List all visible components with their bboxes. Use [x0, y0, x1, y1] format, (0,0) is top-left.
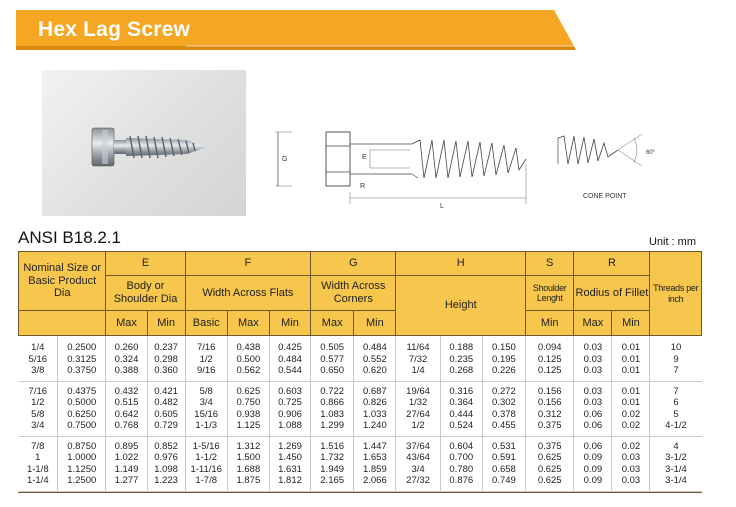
cell-value: 0.484: [362, 342, 387, 353]
standard-title: ANSI B18.2.1: [18, 228, 122, 247]
col-g-max: Max: [311, 311, 354, 336]
cell-value: 0.03: [583, 385, 603, 397]
cell-value: 0.482: [154, 397, 178, 408]
cell-value: 0.02: [621, 408, 641, 420]
cell-value: 3/4: [31, 420, 45, 431]
cell-h-min: [482, 381, 525, 436]
cell-value: 1.083: [320, 408, 345, 420]
cell-value: 0.906: [278, 408, 302, 420]
header-s: S: [526, 252, 574, 276]
col-f-max: Max: [227, 311, 269, 336]
cell-value: 0.01: [621, 397, 641, 408]
cell-value: 0.272: [492, 385, 516, 397]
cell-value: 0.195: [492, 353, 516, 365]
cell-h-min: [482, 436, 525, 491]
cell-value: 0.625: [537, 475, 562, 486]
cell-value: 1.500: [236, 452, 261, 463]
cell-value: 0.260: [114, 342, 139, 353]
table-row: [19, 381, 702, 436]
cell-value: 0.484: [278, 353, 302, 365]
cell-value: 0.01: [621, 342, 641, 353]
cell-value: 3-1/4: [665, 463, 687, 475]
cell-value: 0.938: [236, 408, 261, 420]
cell-e-max: [106, 436, 147, 491]
cell-r-min: [612, 381, 650, 436]
cell-s-min: [526, 381, 574, 436]
cell-value: 0.125: [537, 353, 562, 365]
cell-h-max: [440, 336, 482, 382]
cell-value: 0.03: [621, 475, 641, 486]
cell-value: 0.876: [449, 475, 474, 486]
subheader-h: Height: [396, 276, 526, 336]
cell-value: 3/4: [411, 463, 425, 475]
cell-f-basic: [185, 336, 227, 382]
header-f: F: [185, 252, 310, 276]
cell-value: 1.098: [154, 463, 178, 475]
cell-value: 0.826: [362, 397, 387, 408]
cell-value: 0.125: [537, 365, 562, 376]
cell-g-max: [311, 436, 354, 491]
cell-value: 0.298: [154, 353, 178, 365]
page-title: Hex Lag Screw: [38, 18, 190, 41]
cell-value: 0.687: [362, 385, 387, 397]
cell-value: 0.750: [236, 397, 261, 408]
cell-value: 0.658: [492, 463, 516, 475]
cell-value: 0.06: [583, 440, 603, 452]
cell-value: 0.09: [583, 452, 603, 463]
cell-value: 0.6250: [67, 408, 97, 420]
cell-h-basic: [396, 381, 440, 436]
col-r-min: Min: [612, 311, 650, 336]
cell-value: 1.875: [236, 475, 261, 486]
cell-value: 1.125: [236, 420, 261, 431]
cell-value: 0.06: [583, 420, 603, 431]
cell-value: 0.768: [114, 420, 139, 431]
cell-value: 0.09: [583, 463, 603, 475]
cell-g-min: [354, 381, 396, 436]
cell-value: 3-1/4: [665, 475, 687, 486]
cell-value: 0.780: [449, 463, 474, 475]
cell-value: 1.859: [362, 463, 387, 475]
cell-f-max: [227, 381, 269, 436]
cell-value: 1.1250: [67, 463, 97, 475]
cell-g-max: [311, 381, 354, 436]
cell-value: 0.852: [154, 440, 178, 452]
cell-value: 0.375: [537, 420, 562, 431]
cell-tpi: [650, 381, 702, 436]
cell-value: 10: [670, 342, 682, 353]
cell-tpi: [650, 336, 702, 382]
cell-value: 0.02: [621, 440, 641, 452]
cell-f-min: [269, 436, 310, 491]
cell-value: 1: [35, 452, 41, 463]
cell-value: 1/2: [411, 420, 425, 431]
cell-h-min: [482, 336, 525, 382]
cell-value: 0.226: [492, 365, 516, 376]
header-nominal: Nominal Size or Basic Product Dia: [19, 252, 106, 311]
cell-value: 0.188: [449, 342, 474, 353]
cell-value: 1-11/16: [190, 463, 222, 475]
cell-value: 9/16: [196, 365, 216, 376]
cell-value: 0.3125: [67, 353, 97, 365]
cell-value: 0.895: [114, 440, 139, 452]
cell-value: 0.01: [621, 353, 641, 365]
cell-value: 3/8: [31, 365, 45, 376]
cell-value: 1.149: [114, 463, 139, 475]
cell-value: 1.0000: [67, 452, 97, 463]
col-r-max: Max: [574, 311, 612, 336]
cell-value: 1/2: [199, 353, 213, 365]
cell-value: 0.5000: [67, 397, 97, 408]
cell-value: 0.09: [583, 475, 603, 486]
cell-s-min: [526, 336, 574, 382]
cell-value: 3-1/2: [665, 452, 687, 463]
cell-value: 5/8: [199, 385, 213, 397]
subheader-r: Rodius of Fillet: [574, 276, 650, 311]
cell-value: 1/4: [411, 365, 425, 376]
cell-value: 0.531: [492, 440, 516, 452]
cell-dia: [58, 436, 106, 491]
cell-value: 0.603: [278, 385, 302, 397]
cell-value: 0.500: [236, 353, 261, 365]
cell-value: 3/4: [199, 397, 213, 408]
cell-value: 0.360: [154, 365, 178, 376]
col-s-min: Min: [526, 311, 574, 336]
cell-value: 1.033: [362, 408, 387, 420]
cell-value: 0.605: [154, 408, 178, 420]
cell-f-min: [269, 336, 310, 382]
cell-dia: [58, 336, 106, 382]
col-f-basic: Basic: [185, 311, 227, 336]
cell-value: 0.03: [621, 463, 641, 475]
cell-value: 1-1/4: [26, 475, 49, 486]
cell-value: 1.240: [362, 420, 387, 431]
cell-value: 5/16: [28, 353, 48, 365]
cell-f-basic: [185, 381, 227, 436]
cell-value: 0.432: [114, 385, 139, 397]
cell-value: 0.544: [278, 365, 302, 376]
cell-value: 0.524: [449, 420, 474, 431]
table-row: [19, 436, 702, 491]
cell-size: [19, 436, 58, 491]
cell-value: 0.625: [537, 452, 562, 463]
subheader-g: Width Across Corners: [311, 276, 396, 311]
cell-g-min: [354, 436, 396, 491]
cell-value: 0.378: [492, 408, 516, 420]
cell-value: 0.455: [492, 420, 516, 431]
cell-value: 0.650: [320, 365, 345, 376]
cell-value: 0.150: [492, 342, 516, 353]
cell-value: 0.094: [537, 342, 562, 353]
cell-value: 0.438: [236, 342, 261, 353]
table-row: [19, 336, 702, 382]
cell-value: 0.03: [583, 397, 603, 408]
cell-value: 0.725: [278, 397, 302, 408]
cell-value: 0.375: [537, 440, 562, 452]
cell-value: 5: [673, 408, 679, 420]
title-banner: [16, 10, 576, 50]
header-r: R: [574, 252, 650, 276]
header-threads: Threads per inch: [650, 252, 702, 336]
cell-value: 0.156: [537, 385, 562, 397]
cone-angle-label: 60°: [646, 150, 656, 156]
cell-value: 7/8: [31, 440, 45, 452]
cell-value: 0.03: [621, 452, 641, 463]
cell-value: 0.729: [154, 420, 178, 431]
cell-f-min: [269, 381, 310, 436]
cell-value: 0.02: [621, 420, 641, 431]
cell-value: 2.165: [320, 475, 345, 486]
cell-value: 0.302: [492, 397, 516, 408]
cell-value: 0.312: [537, 408, 562, 420]
lag-screw-photo-icon: [42, 70, 246, 216]
cell-value: 0.237: [154, 342, 178, 353]
cell-value: 0.2500: [67, 342, 97, 353]
cell-s-min: [526, 436, 574, 491]
cell-value: 1-7/8: [195, 475, 218, 486]
cell-value: 1.732: [320, 452, 345, 463]
cell-value: 0.444: [449, 408, 474, 420]
cell-value: 1.949: [320, 463, 345, 475]
cell-value: 1.299: [320, 420, 345, 431]
cell-tpi: [650, 436, 702, 491]
cell-value: 0.8750: [67, 440, 97, 452]
cell-value: 1.2500: [67, 475, 97, 486]
cell-value: 0.268: [449, 365, 474, 376]
cell-value: 6: [673, 397, 679, 408]
cell-value: 7/32: [408, 353, 428, 365]
cell-value: 0.316: [449, 385, 474, 397]
header-e: E: [106, 252, 185, 276]
cell-value: 1.653: [362, 452, 387, 463]
cell-value: 1.223: [154, 475, 178, 486]
cell-value: 1.516: [320, 440, 345, 452]
subheader-f: Width Across Flats: [185, 276, 310, 311]
header-h: H: [396, 252, 526, 276]
cell-value: 5/8: [31, 408, 45, 420]
spec-table: [18, 251, 702, 492]
technical-drawing: [270, 110, 690, 220]
cell-f-max: [227, 336, 269, 382]
cell-value: 37/64: [406, 440, 430, 452]
cell-h-basic: [396, 336, 440, 382]
cell-value: 0.700: [449, 452, 474, 463]
cell-value: 0.749: [492, 475, 516, 486]
cell-value: 1/4: [31, 342, 45, 353]
cell-value: 0.562: [236, 365, 261, 376]
l-dimension-label: L: [440, 203, 444, 210]
cell-value: 0.425: [278, 342, 302, 353]
cell-value: 0.4375: [67, 385, 97, 397]
cell-value: 1.631: [278, 463, 302, 475]
cell-value: 0.364: [449, 397, 474, 408]
cell-h-basic: [396, 436, 440, 491]
cell-value: 1.277: [114, 475, 139, 486]
cell-value: 0.01: [621, 365, 641, 376]
cell-value: 0.620: [362, 365, 387, 376]
cell-value: 9: [673, 353, 679, 365]
cell-f-max: [227, 436, 269, 491]
cell-value: 0.515: [114, 397, 139, 408]
cell-value: 1.812: [278, 475, 302, 486]
subheader-s: Shoulder Lenght: [526, 276, 574, 311]
cell-value: 0.505: [320, 342, 345, 353]
unit-label: Unit : mm: [648, 236, 696, 248]
cell-value: 1-1/8: [26, 463, 49, 475]
col-g-min: Min: [354, 311, 396, 336]
cell-e-min: [147, 336, 185, 382]
cell-value: 15/16: [194, 408, 219, 420]
cell-r-max: [574, 436, 612, 491]
cell-value: 0.235: [449, 353, 474, 365]
cell-value: 0.156: [537, 397, 562, 408]
cell-value: 7/16: [196, 342, 216, 353]
cell-value: 0.722: [320, 385, 345, 397]
cell-value: 7: [673, 365, 679, 376]
cell-value: 7: [673, 385, 679, 397]
cell-value: 1-5/16: [192, 440, 220, 452]
cell-value: 4-1/2: [665, 420, 687, 431]
cell-value: 0.552: [362, 353, 387, 365]
product-photo: [42, 70, 246, 216]
cell-value: 0.866: [320, 397, 345, 408]
cell-value: 1.022: [114, 452, 139, 463]
e-dimension-label: E: [362, 154, 367, 161]
cell-value: 0.421: [154, 385, 178, 397]
col-f-min: Min: [269, 311, 310, 336]
cell-value: 1.312: [236, 440, 261, 452]
cell-value: 2.066: [362, 475, 387, 486]
cell-r-min: [612, 436, 650, 491]
cell-h-max: [440, 436, 482, 491]
cell-value: 0.625: [236, 385, 261, 397]
cell-e-max: [106, 381, 147, 436]
r-dimension-label: R: [360, 183, 366, 190]
cell-value: 1.688: [236, 463, 261, 475]
cell-value: 1-1/3: [195, 420, 218, 431]
cell-f-basic: [185, 436, 227, 491]
cell-size: [19, 381, 58, 436]
cell-e-max: [106, 336, 147, 382]
cell-value: 1.447: [362, 440, 387, 452]
cell-value: 11/64: [406, 342, 430, 353]
cell-dia: [58, 381, 106, 436]
cell-value: 1.450: [278, 452, 302, 463]
cell-r-max: [574, 336, 612, 382]
cell-value: 0.976: [154, 452, 178, 463]
cell-value: 0.324: [114, 353, 139, 365]
col-e-max: Max: [106, 311, 147, 336]
cell-value: 1-1/2: [195, 452, 218, 463]
cell-value: 0.03: [583, 365, 603, 376]
cell-value: 43/64: [406, 452, 430, 463]
cell-value: 0.625: [537, 463, 562, 475]
cell-value: 0.604: [449, 440, 474, 452]
cell-value: 0.388: [114, 365, 139, 376]
header-g: G: [311, 252, 396, 276]
cell-g-min: [354, 336, 396, 382]
cell-value: 1/2: [31, 397, 45, 408]
cell-value: 0.01: [621, 385, 641, 397]
nominal-spacer: [19, 311, 106, 336]
cell-size: [19, 336, 58, 382]
cell-value: 27/64: [406, 408, 430, 420]
cell-value: 0.642: [114, 408, 139, 420]
subheader-e: Body or Shoulder Dia: [106, 276, 185, 311]
cell-h-max: [440, 381, 482, 436]
cell-e-min: [147, 381, 185, 436]
g-dimension-label: G: [282, 156, 288, 163]
cell-value: 7/16: [28, 385, 48, 397]
cell-r-max: [574, 381, 612, 436]
cell-value: 0.06: [583, 408, 603, 420]
cell-value: 27/32: [406, 475, 430, 486]
cell-value: 0.03: [583, 353, 603, 365]
table-bottom-rule: [18, 492, 702, 493]
cell-value: 0.7500: [67, 420, 97, 431]
col-e-min: Min: [147, 311, 185, 336]
cell-g-max: [311, 336, 354, 382]
cell-value: 0.591: [492, 452, 516, 463]
cell-value: 0.577: [320, 353, 345, 365]
cell-value: 19/64: [406, 385, 430, 397]
cell-value: 0.03: [583, 342, 603, 353]
cell-value: 4: [673, 440, 679, 452]
cone-point-label: CONE POINT: [583, 193, 627, 200]
cell-e-min: [147, 436, 185, 491]
cell-value: 1/32: [408, 397, 428, 408]
cell-value: 0.3750: [67, 365, 97, 376]
cell-value: 1.269: [278, 440, 302, 452]
cell-value: 1.088: [278, 420, 302, 431]
cell-r-min: [612, 336, 650, 382]
